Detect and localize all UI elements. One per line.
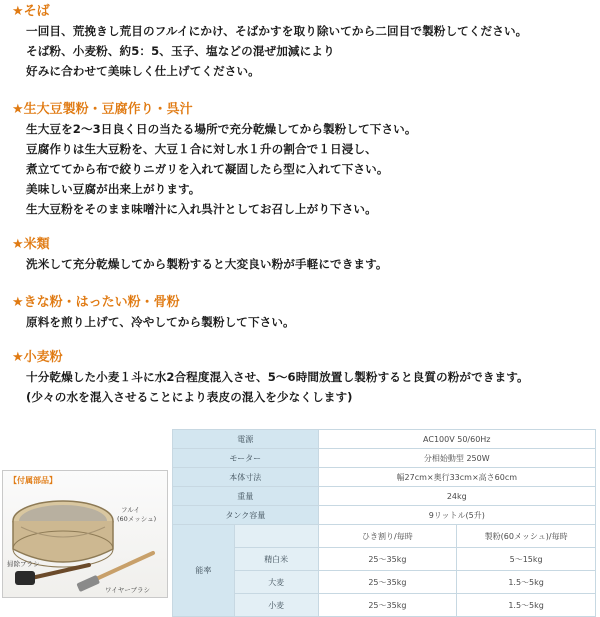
capacity-item: 小麦 [234,594,318,617]
spec-value: 幅27cm×奥行33cm×高さ60cm [318,468,595,487]
section-soybean [12,101,596,219]
spec-label: 電源 [173,430,319,449]
section-rice [12,236,596,274]
spec-value: 9リットル(5升) [318,506,595,525]
table-row [173,449,596,468]
capacity-coarse-value: 25～35kg [318,548,457,571]
capacity-fine-value: 5～15kg [457,548,596,571]
spec-label: 重量 [173,487,319,506]
body-line: 好みに合わせて美味しく仕上げてください。 [26,64,260,78]
wire-brush-label: ワイヤーブラシ [105,586,150,594]
table-row [173,506,596,525]
body-line: 一回目、荒挽きし荒目のフルイにかけ、そばかすを取り除いてから二回目で製粉してください。 [26,24,528,38]
capacity-label: 能率 [173,525,235,617]
body-line: (少々の水を混入させることにより表皮の混入を少なくします) [26,390,353,404]
capacity-fine-value: 1.5～5kg [457,571,596,594]
body-line: 十分乾燥した小麦１斗に水2合程度混入させ、5～6時間放置し製粉すると良質の粉ができます。 [26,370,529,384]
section-heading: ★そば [12,4,50,19]
table-row [173,571,596,594]
accessories-photo [2,470,168,598]
table-row [173,525,596,548]
body-line: 生大豆を2～3日良く日の当たる場所で充分乾燥してから製粉して下さい。 [26,122,417,136]
sieve-and-brushes-illustration [3,471,167,597]
section-soba [12,3,596,81]
spec-value: 分相始動型 250W [318,449,595,468]
capacity-fine-value: 1.5～5kg [457,594,596,617]
body-line: 洗米して充分乾燥してから製粉すると大変良い粉が手軽にできます。 [26,257,388,271]
spec-table [172,429,596,617]
spec-value: AC100V 50/60Hz [318,430,595,449]
body-line: 美味しい豆腐が出来上がります。 [26,182,201,196]
table-row [173,594,596,617]
capacity-item: 大麦 [234,571,318,594]
table-row [173,468,596,487]
section-heading: ★小麦粉 [12,350,63,365]
capacity-header-fine: 製粉(60メッシュ)/毎時 [457,525,596,548]
section-kinako [12,294,596,332]
section-heading: ★きな粉・はったい粉・骨粉 [12,295,180,310]
body-line: 煮立ててから布で絞りニガリを入れて凝固したら型に入れて下さい。 [26,162,389,176]
body-line: 生大豆粉をそのまま味噌汁に入れ呉汁としてお召し上がり下さい。 [26,202,377,216]
spec-label: タンク容量 [173,506,319,525]
spec-label: モーター [173,449,319,468]
body-line: 豆腐作りは生大豆粉を、大豆１合に対し水１升の割合で１日浸し、 [26,142,377,156]
spec-value: 24kg [318,487,595,506]
section-heading: ★生大豆製粉・豆腐作り・呉汁 [12,102,193,117]
cleaning-brush-label: 掃除ブラシ [7,560,40,568]
capacity-header-coarse: ひき割り/毎時 [318,525,457,548]
section-heading: ★米類 [12,237,50,252]
table-row [173,430,596,449]
sieve-label: フルイ [121,506,140,514]
body-line: そば粉、小麦粉、約5：5、玉子、塩などの混ぜ加減により [26,44,335,58]
spec-label: 本体寸法 [173,468,319,487]
capacity-coarse-value: 25～35kg [318,571,457,594]
capacity-coarse-value: 25～35kg [318,594,457,617]
capacity-header-blank [234,525,318,548]
sieve-mesh-label: (60メッシュ) [117,515,157,523]
accessories-title: 【付属部品】 [9,476,57,485]
table-row [173,548,596,571]
section-wheat [12,349,596,407]
body-line: 原料を煎り上げて、冷やしてから製粉して下さい。 [26,315,295,329]
capacity-item: 精白米 [234,548,318,571]
table-row [173,487,596,506]
